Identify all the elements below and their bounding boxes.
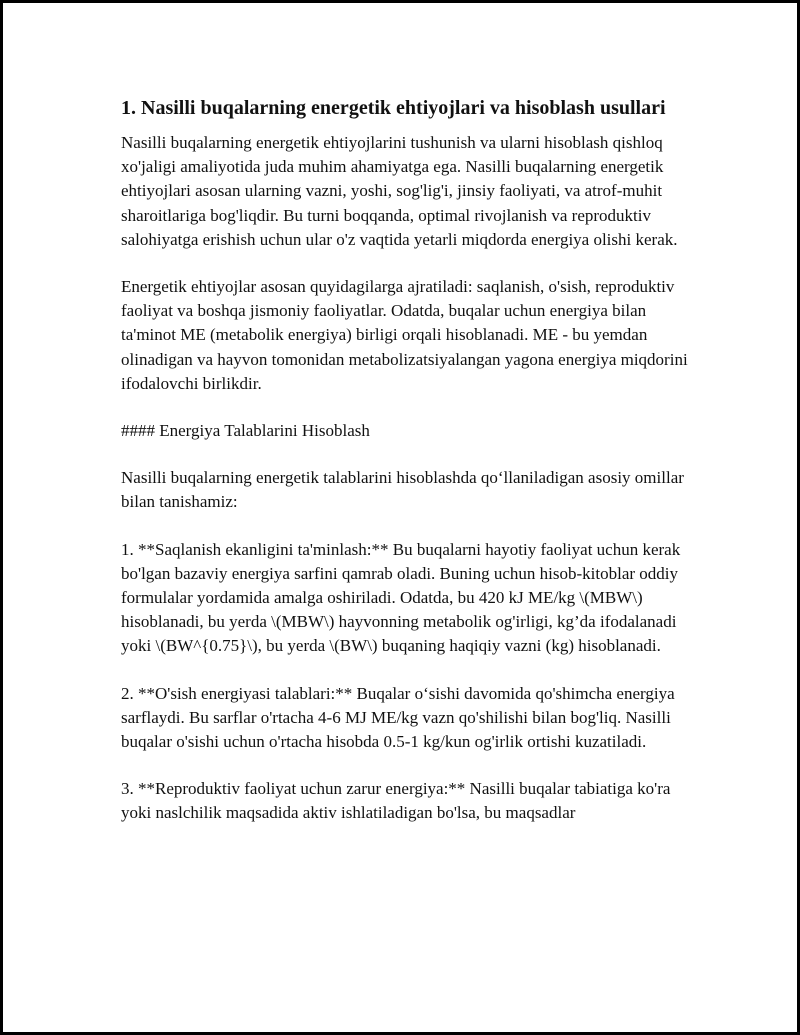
subheading-energy-calculation: #### Energiya Talablarini Hisoblash xyxy=(121,421,370,441)
document-body xyxy=(121,95,691,849)
list-item-reproduction: 3. **Reproduktiv faoliyat uchun zarur energiya:** Nasilli buqalar tabiatiga ko'ra yoki naslchilik maqsadida aktiv ishlatiladigan bo'lsa, bu maqsadlar xyxy=(121,779,671,823)
list-item-maintenance: 1. **Saqlanish ekanligini ta'minlash:** Bu buqalarni hayotiy faoliyat uchun kerak bo'lgan bazaviy energiya sarfini qamrab oladi. Buning uchun hisob-kitoblar oddiy formulalar yordamida amalga oshiriladi. Odatda, bu 420 kJ ME/kg \(MBW\) hisoblanadi, bu yerda \(MBW\) hayvonning metabolik og'irligi, kg’da ifodalanadi yoki \(BW^{0.75}\), bu yerda \(BW\) buqaning haqiqiy vazni (kg) hisoblanadi. xyxy=(121,539,681,656)
list-item-growth: 2. **O'sish energiyasi talablari:** Buqalar o‘sishi davomida qo'shimcha energiya sarflaydi. Bu sarflar o'rtacha 4-6 MJ ME/kg vazn qo'shilishi bilan bog'liq. Nasilli buqalar o'sishi uchun o'rtacha hisobda 0.5-1 kg/kun og'irlik ortishi kuzatiladi. xyxy=(121,683,675,752)
paragraph-factors-intro: Nasilli buqalarning energetik talablarini hisoblashda qo‘llaniladigan asosiy omillar bilan tanishamiz: xyxy=(121,468,684,512)
paragraph-intro: Nasilli buqalarning energetik ehtiyojlarini tushunish va ularni hisoblash qishloq xo'jaligi amaliyotida juda muhim ahamiyatga ega. Nasilli buqalarning energetik ehtiyojlari asosan ularning vazni, yoshi, sog'lig'i, jinsiy faoliyati, va atrof-muhit sharoitlariga bog'liqdir. Bu turni boqqanda, optimal rivojlanish va reproduktiv salohiyatga erishish uchun ular o'z vaqtida yetarli miqdorda energiya olishi kerak. xyxy=(121,133,678,249)
paragraph-energy-needs: Energetik ehtiyojlar asosan quyidagilarga ajratiladi: saqlanish, o'sish, reproduktiv faoliyat va boshqa jismoniy faoliyatlar. Odatda, buqalar uchun energiya bilan ta'minot ME (metabolik energiya) birligi orqali hisoblanadi. ME - bu yemdan olinadigan va hayvon tomonidan metabolizatsiyalangan yagona energiya miqdorini ifodalovchi birlikdir. xyxy=(121,277,688,393)
section-heading: 1. Nasilli buqalarning energetik ehtiyojlari va hisoblash usullari xyxy=(121,97,666,119)
